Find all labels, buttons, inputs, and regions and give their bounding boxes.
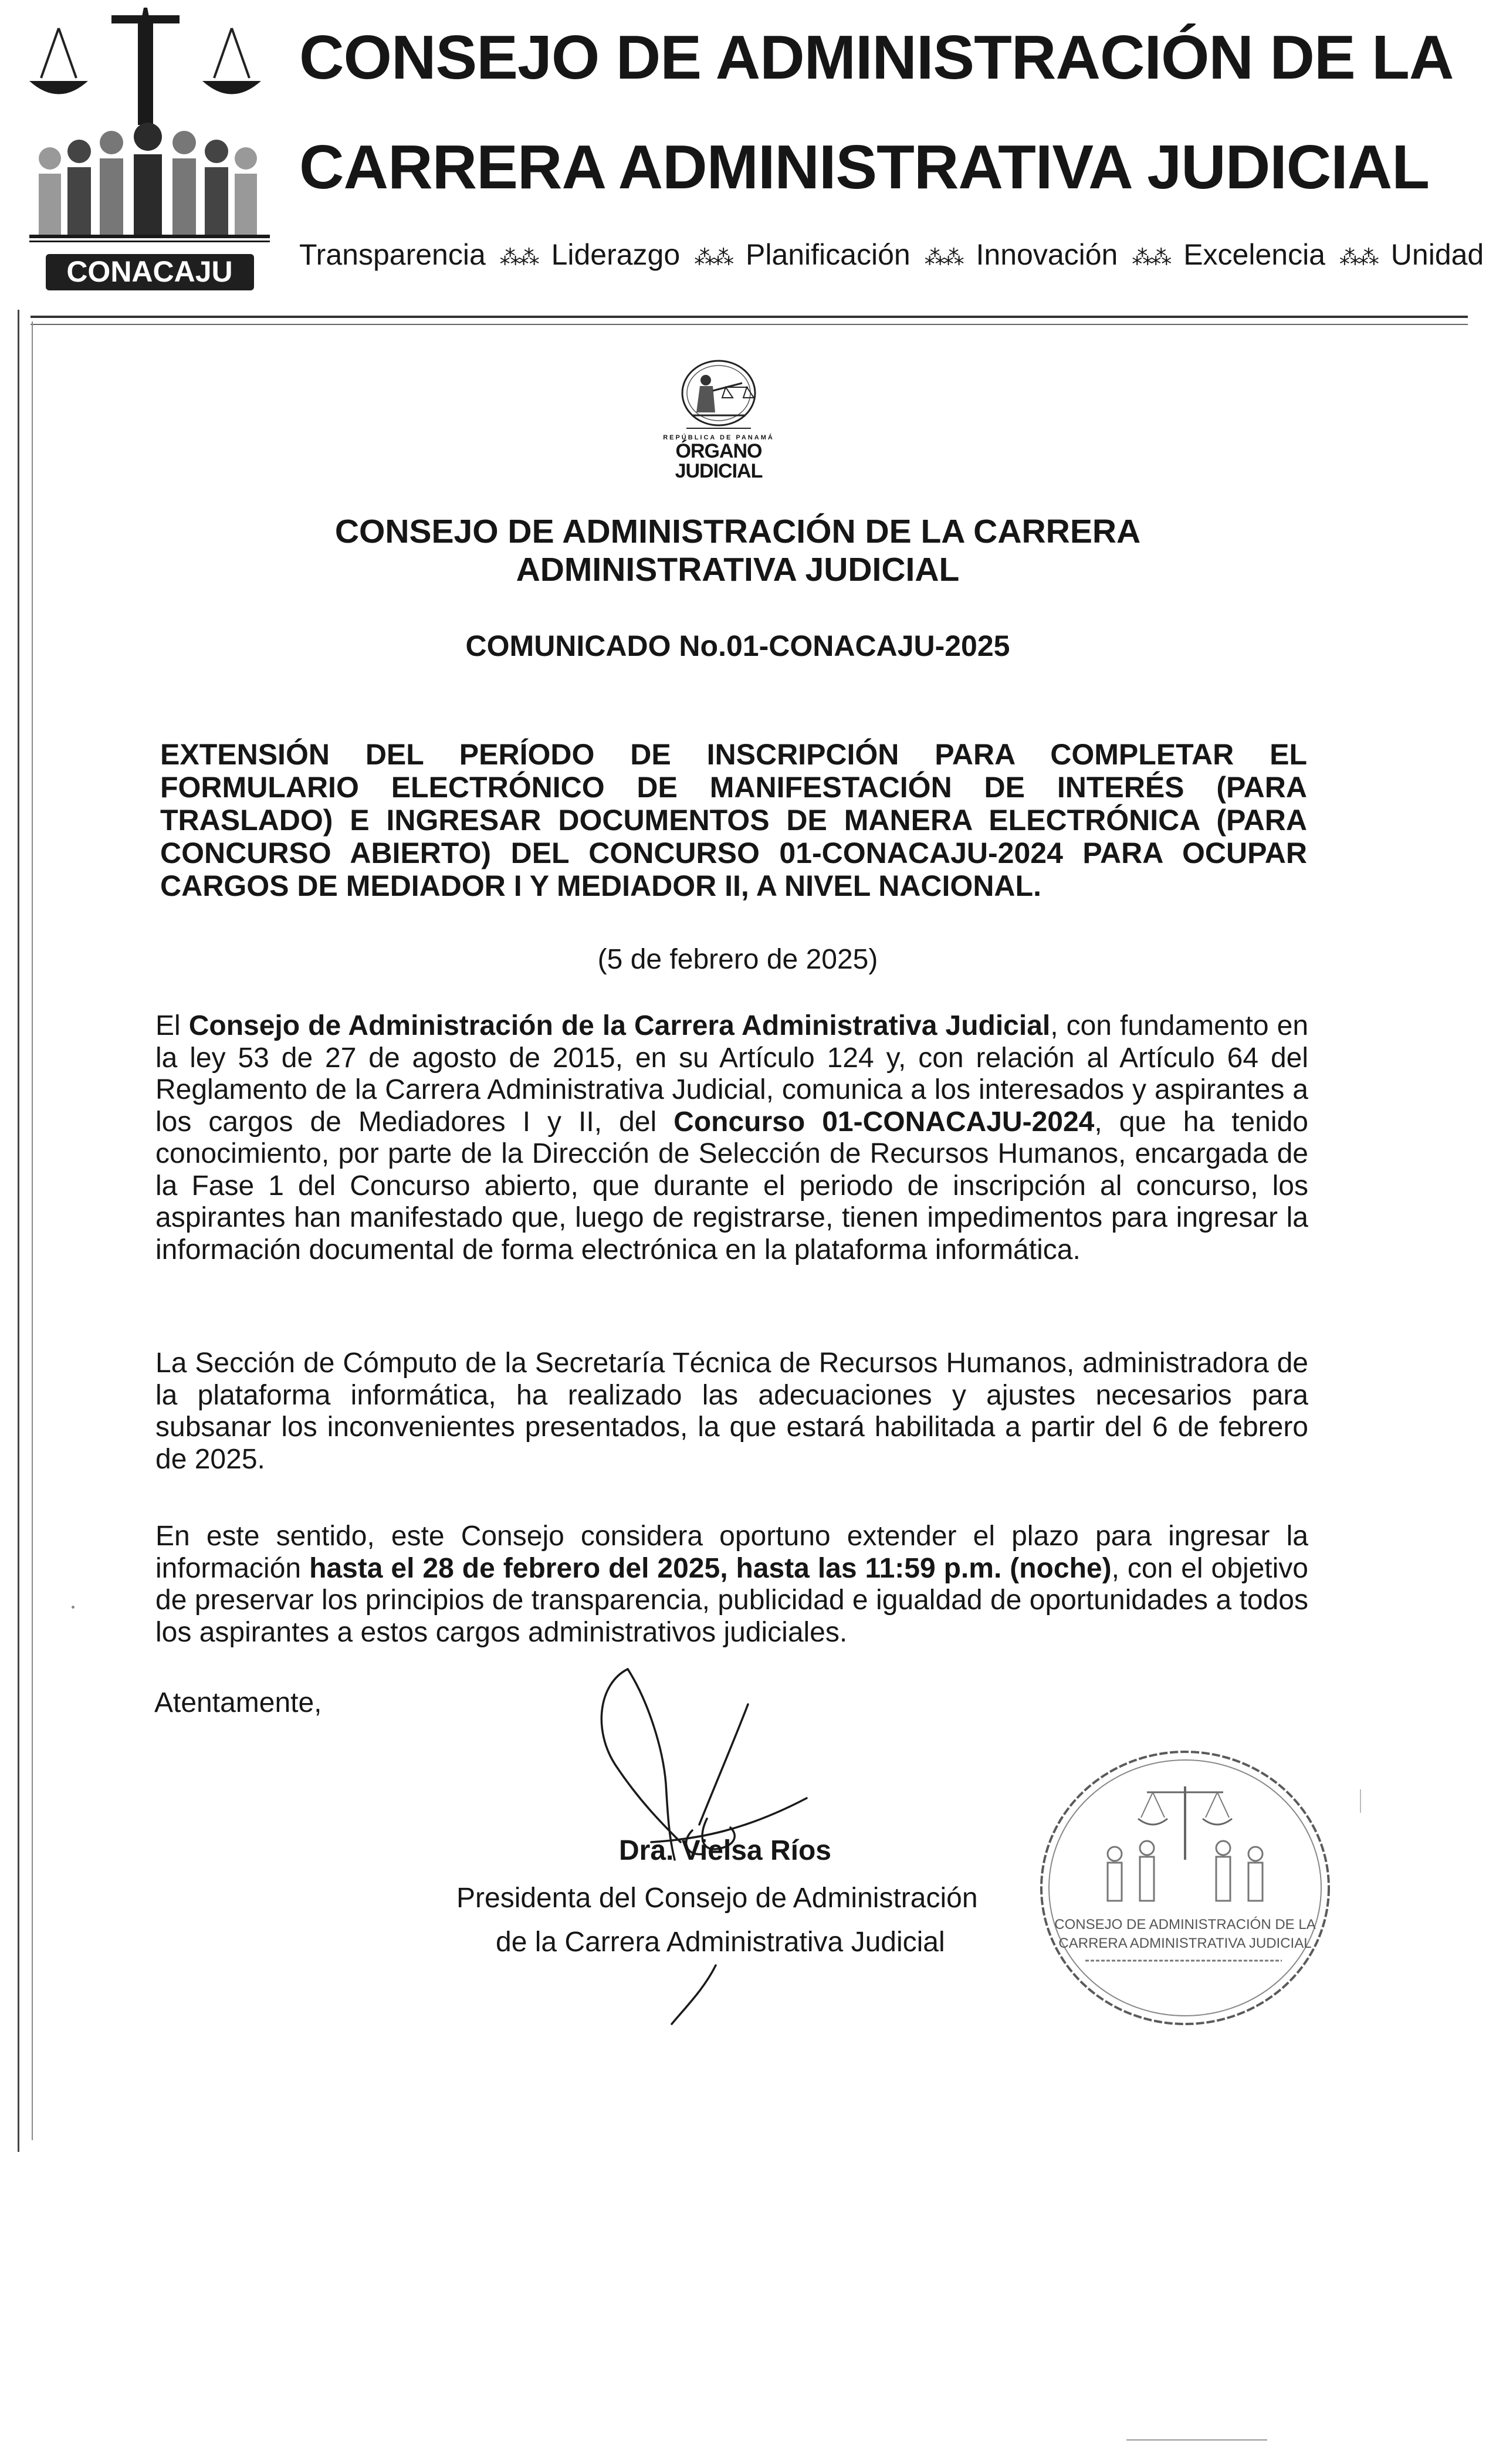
closing-salutation: Atentamente,: [154, 1687, 322, 1718]
paragraph-2: La Sección de Cómputo de la Secretaría Técnica de Recursos Humanos, administradora de la plataforma informática, ha realizado las adecuaciones y ajustes necesarios para subsanar los inconvenientes presentados, la que estará habilitada a partir del 6 de febrero de 2025.: [155, 1348, 1308, 1475]
separator-ornament: ⁂⁂: [1132, 245, 1170, 269]
scan-line-mark: [1360, 1789, 1361, 1813]
paragraph-text: El: [155, 1010, 189, 1041]
separator-ornament: ⁂⁂: [924, 245, 962, 269]
emblem-country: REPÚBLICA DE PANAMÁ: [663, 434, 774, 441]
separator-ornament: ⁂⁂: [499, 245, 537, 269]
signer-name: Dra. Vielsa Ríos: [619, 1835, 831, 1866]
document-subject: EXTENSIÓN DEL PERÍODO DE INSCRIPCIÓN PARA COMPLETAR EL FORMULARIO ELECTRÓNICO DE MANIFESTACIÓN DE INTERÉS (PARA TRASLADO) E INGRESAR DOCUMENTOS DE MANERA ELECTRÓNICA (PARA CONCURSO ABIERTO) DEL CONCURSO 01-CONACAJU-2024 PARA OCUPAR CARGOS DE MEDIADOR I Y MEDIADOR II, A NIVEL NACIONAL.: [160, 738, 1307, 902]
paragraph-text: En este sentido, este Consejo considera oportuno extender el plazo para ingresar la información: [155, 1521, 1308, 1584]
document-title-line2: ADMINISTRATIVA JUDICIAL: [516, 551, 960, 588]
paragraph-bold-text: Concurso 01-CONACAJU-2024: [673, 1106, 1095, 1138]
conacaju-logo: [23, 5, 276, 292]
value-item: Innovación: [976, 238, 1118, 271]
separator-ornament: ⁂⁂: [1339, 245, 1377, 269]
scan-line-mark: [1126, 2439, 1267, 2441]
value-item: Excelencia: [1183, 238, 1325, 271]
document-title-line1: CONSEJO DE ADMINISTRACIÓN DE LA CARRERA: [334, 513, 1141, 550]
scan-speck: [72, 1606, 75, 1609]
paragraph-bold-text: hasta el 28 de febrero del 2025, hasta las 11:59 p.m. (noche): [309, 1552, 1112, 1584]
letterhead-values: [299, 238, 1484, 272]
value-item: Planificación: [745, 238, 911, 271]
letterhead-title-line1: CONSEJO DE ADMINISTRACIÓN DE LA: [299, 23, 1454, 92]
paragraph-text: , con el objetivo de preservar los principios de transparencia, publicidad e igualdad de oportunidades a todos los aspirantes a estos cargos administrativos judiciales.: [155, 1552, 1308, 1648]
paragraph-3: [155, 1521, 1308, 1649]
value-item: Unidad: [1390, 238, 1484, 271]
comunicado-number: COMUNICADO No.01-CONACAJU-2025: [465, 629, 1010, 662]
signer-title-line2: de la Carrera Administrativa Judicial: [496, 1927, 945, 1958]
signer-title-line1: Presidenta del Consejo de Administración: [456, 1883, 978, 1914]
separator-ornament: ⁂⁂: [694, 245, 732, 269]
frame-top-rule: [31, 316, 1468, 318]
frame-top-rule-inner: [31, 324, 1468, 325]
paragraph-1: [155, 1010, 1308, 1266]
value-item: Liderazgo: [551, 238, 681, 271]
emblem-line-judicial: JUDICIAL: [675, 460, 763, 482]
value-item: Transparencia: [299, 238, 486, 271]
paragraph-text: , que ha tenido conocimiento, por parte de la Dirección de Selección de Recursos Humanos, encargada de la Fase 1 del Concurso abierto, que durante el periodo de inscripción al concurso, los aspirantes han manifestado que, luego de registrarse, tienen impedimentos para ingresar la información documental de forma electrónica en la plataforma informática.: [155, 1106, 1308, 1265]
stamp-text-line1: CONSEJO DE ADMINISTRACIÓN DE LA: [1054, 1917, 1316, 1932]
document-date: (5 de febrero de 2025): [597, 944, 878, 975]
paragraph-bold-text: Consejo de Administración de la Carrera Administrativa Judicial: [188, 1010, 1051, 1041]
letterhead-title-line2: CARRERA ADMINISTRATIVA JUDICIAL: [299, 133, 1430, 202]
paragraph-text: , con fundamento en la ley 53 de 27 de agosto de 2015, en su Artículo 124 y, con relación al Artículo 64 del Reglamento de la Carrera Administrativa Judicial, comunica a los interesados y aspirantes a los cargos de Mediadores I y II, del: [155, 1010, 1309, 1138]
official-stamp: [1030, 1742, 1341, 2036]
logo-text: CONACAJU: [66, 255, 233, 288]
frame-left-rule-inner: [32, 321, 33, 2140]
emblem-line-organo: ÓRGANO: [675, 440, 762, 462]
stamp-text-line2: CARRERA ADMINISTRATIVA JUDICIAL: [1058, 1935, 1312, 1951]
